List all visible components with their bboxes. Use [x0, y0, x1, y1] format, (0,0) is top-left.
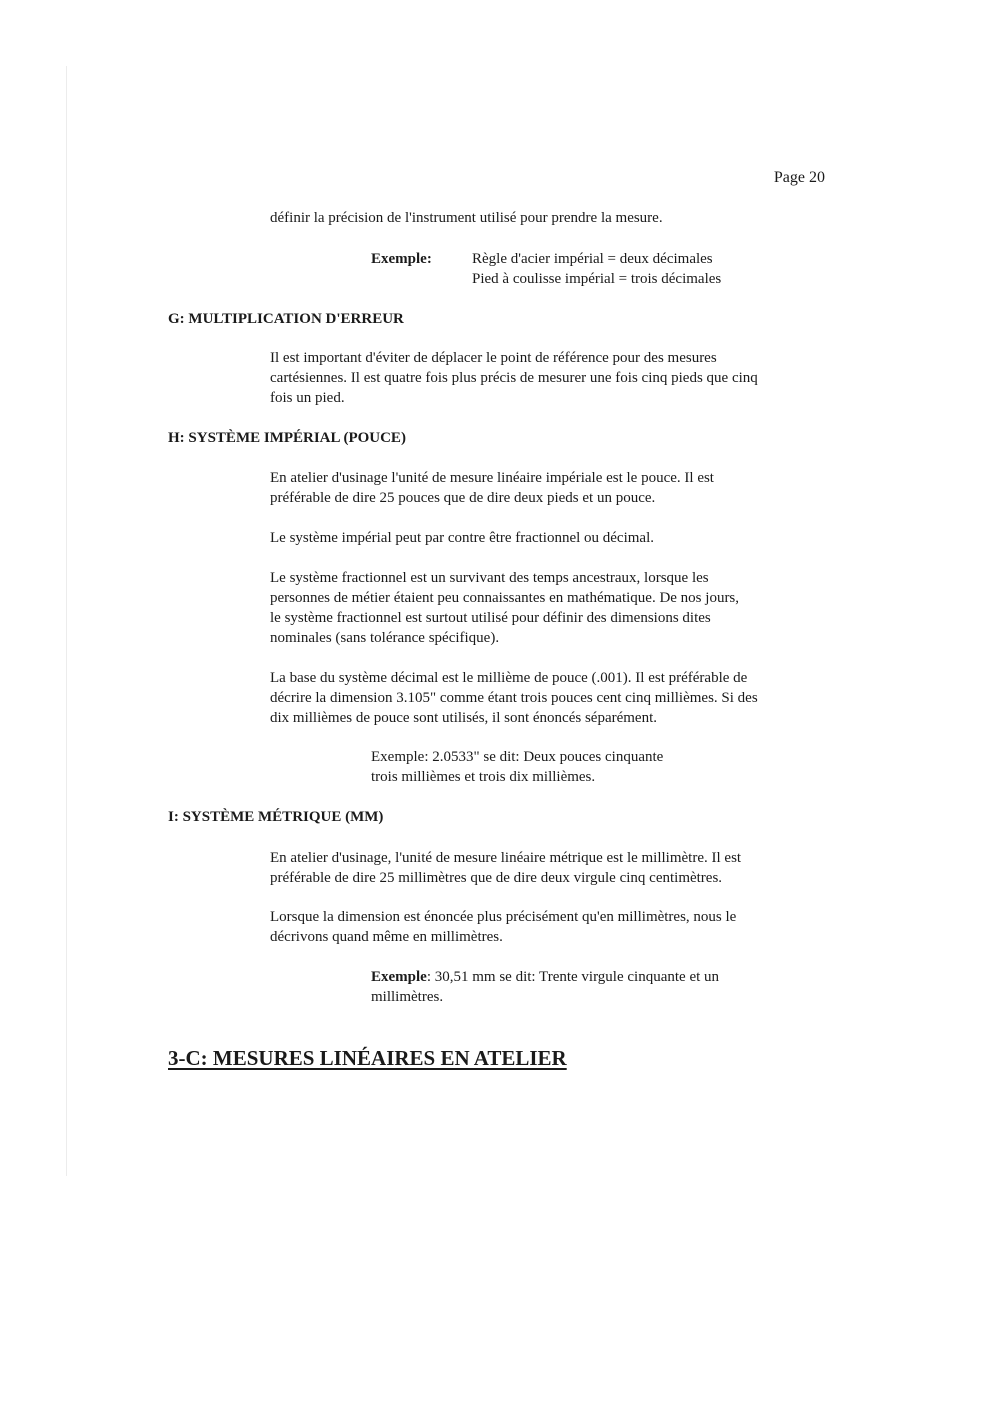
section-title-3c: 3-C: MESURES LINÉAIRES EN ATELIER	[168, 1046, 567, 1070]
example-precision-lines	[472, 249, 721, 289]
example-i	[371, 967, 719, 1007]
heading-g: G: MULTIPLICATION D'ERREUR	[168, 311, 404, 327]
text-line: personnes de métier étaient peu connaissantes en mathématique. De nos jours,	[270, 590, 740, 606]
paragraph-g	[270, 348, 835, 408]
page-number: Page 20	[773, 169, 825, 186]
text-line: nominales (sans tolérance spécifique).	[270, 630, 500, 646]
text-line: décrivons quand même en millimètres.	[270, 929, 503, 945]
text-line: Le système impérial peut par contre être fractionnel ou décimal.	[270, 530, 655, 546]
text-line: préférable de dire 25 pouces que de dire deux pieds et un pouce.	[270, 490, 656, 506]
page-left-edge	[66, 66, 67, 1176]
text-line: En atelier d'usinage, l'unité de mesure linéaire métrique est le millimètre. Il est	[270, 850, 742, 866]
text-line: dix millièmes de pouce sont utilisés, il sont énoncés séparément.	[270, 710, 658, 726]
text-line: Exemple: 2.0533" se dit: Deux pouces cinquante	[371, 749, 664, 765]
intro-paragraph: définir la précision de l'instrument utilisé pour prendre la mesure.	[270, 210, 663, 226]
example-h	[371, 747, 663, 787]
text-line: La base du système décimal est le millième de pouce (.001). Il est préférable de	[270, 670, 748, 686]
paragraph-i-2	[270, 907, 835, 947]
text-line: trois millièmes et trois dix millièmes.	[371, 769, 596, 785]
text-line: préférable de dire 25 millimètres que de dire deux virgule cinq centimètres.	[270, 870, 723, 886]
text-line: En atelier d'usinage l'unité de mesure linéaire impériale est le pouce. Il est	[270, 470, 714, 486]
paragraph-h-3	[270, 568, 835, 648]
paragraph-h-1	[270, 468, 835, 508]
text-line: Lorsque la dimension est énoncée plus précisément qu'en millimètres, nous le	[270, 909, 737, 925]
example-label: Exemple:	[371, 251, 432, 267]
example-label: Exemple	[371, 969, 427, 985]
paragraph-i-1	[270, 848, 835, 888]
text-line: millimètres.	[371, 989, 444, 1005]
text-line: le système fractionnel est surtout utilisé pour définir des dimensions dites	[270, 610, 711, 626]
example-line: Règle d'acier impérial = deux décimales	[472, 251, 713, 267]
text-line: Le système fractionnel est un survivant des temps ancestraux, lorsque les	[270, 570, 709, 586]
paragraph-h-4	[270, 668, 835, 728]
heading-i: I: SYSTÈME MÉTRIQUE (MM)	[168, 809, 384, 825]
example-line: Pied à coulisse impérial = trois décimales	[472, 271, 722, 287]
text-line: Il est important d'éviter de déplacer le point de référence pour des mesures	[270, 350, 717, 366]
example-text: : 30,51 mm se dit: Trente virgule cinquante et un	[426, 969, 720, 985]
paragraph-h-2	[270, 528, 835, 548]
text-line: cartésiennes. Il est quatre fois plus précis de mesurer une fois cinq pieds que cinq	[270, 370, 758, 386]
text-line	[371, 967, 719, 987]
text-line: fois un pied.	[270, 390, 345, 406]
text-line: décrire la dimension 3.105" comme étant trois pouces cent cinq millièmes. Si des	[270, 690, 758, 706]
heading-h: H: SYSTÈME IMPÉRIAL (POUCE)	[168, 430, 406, 446]
